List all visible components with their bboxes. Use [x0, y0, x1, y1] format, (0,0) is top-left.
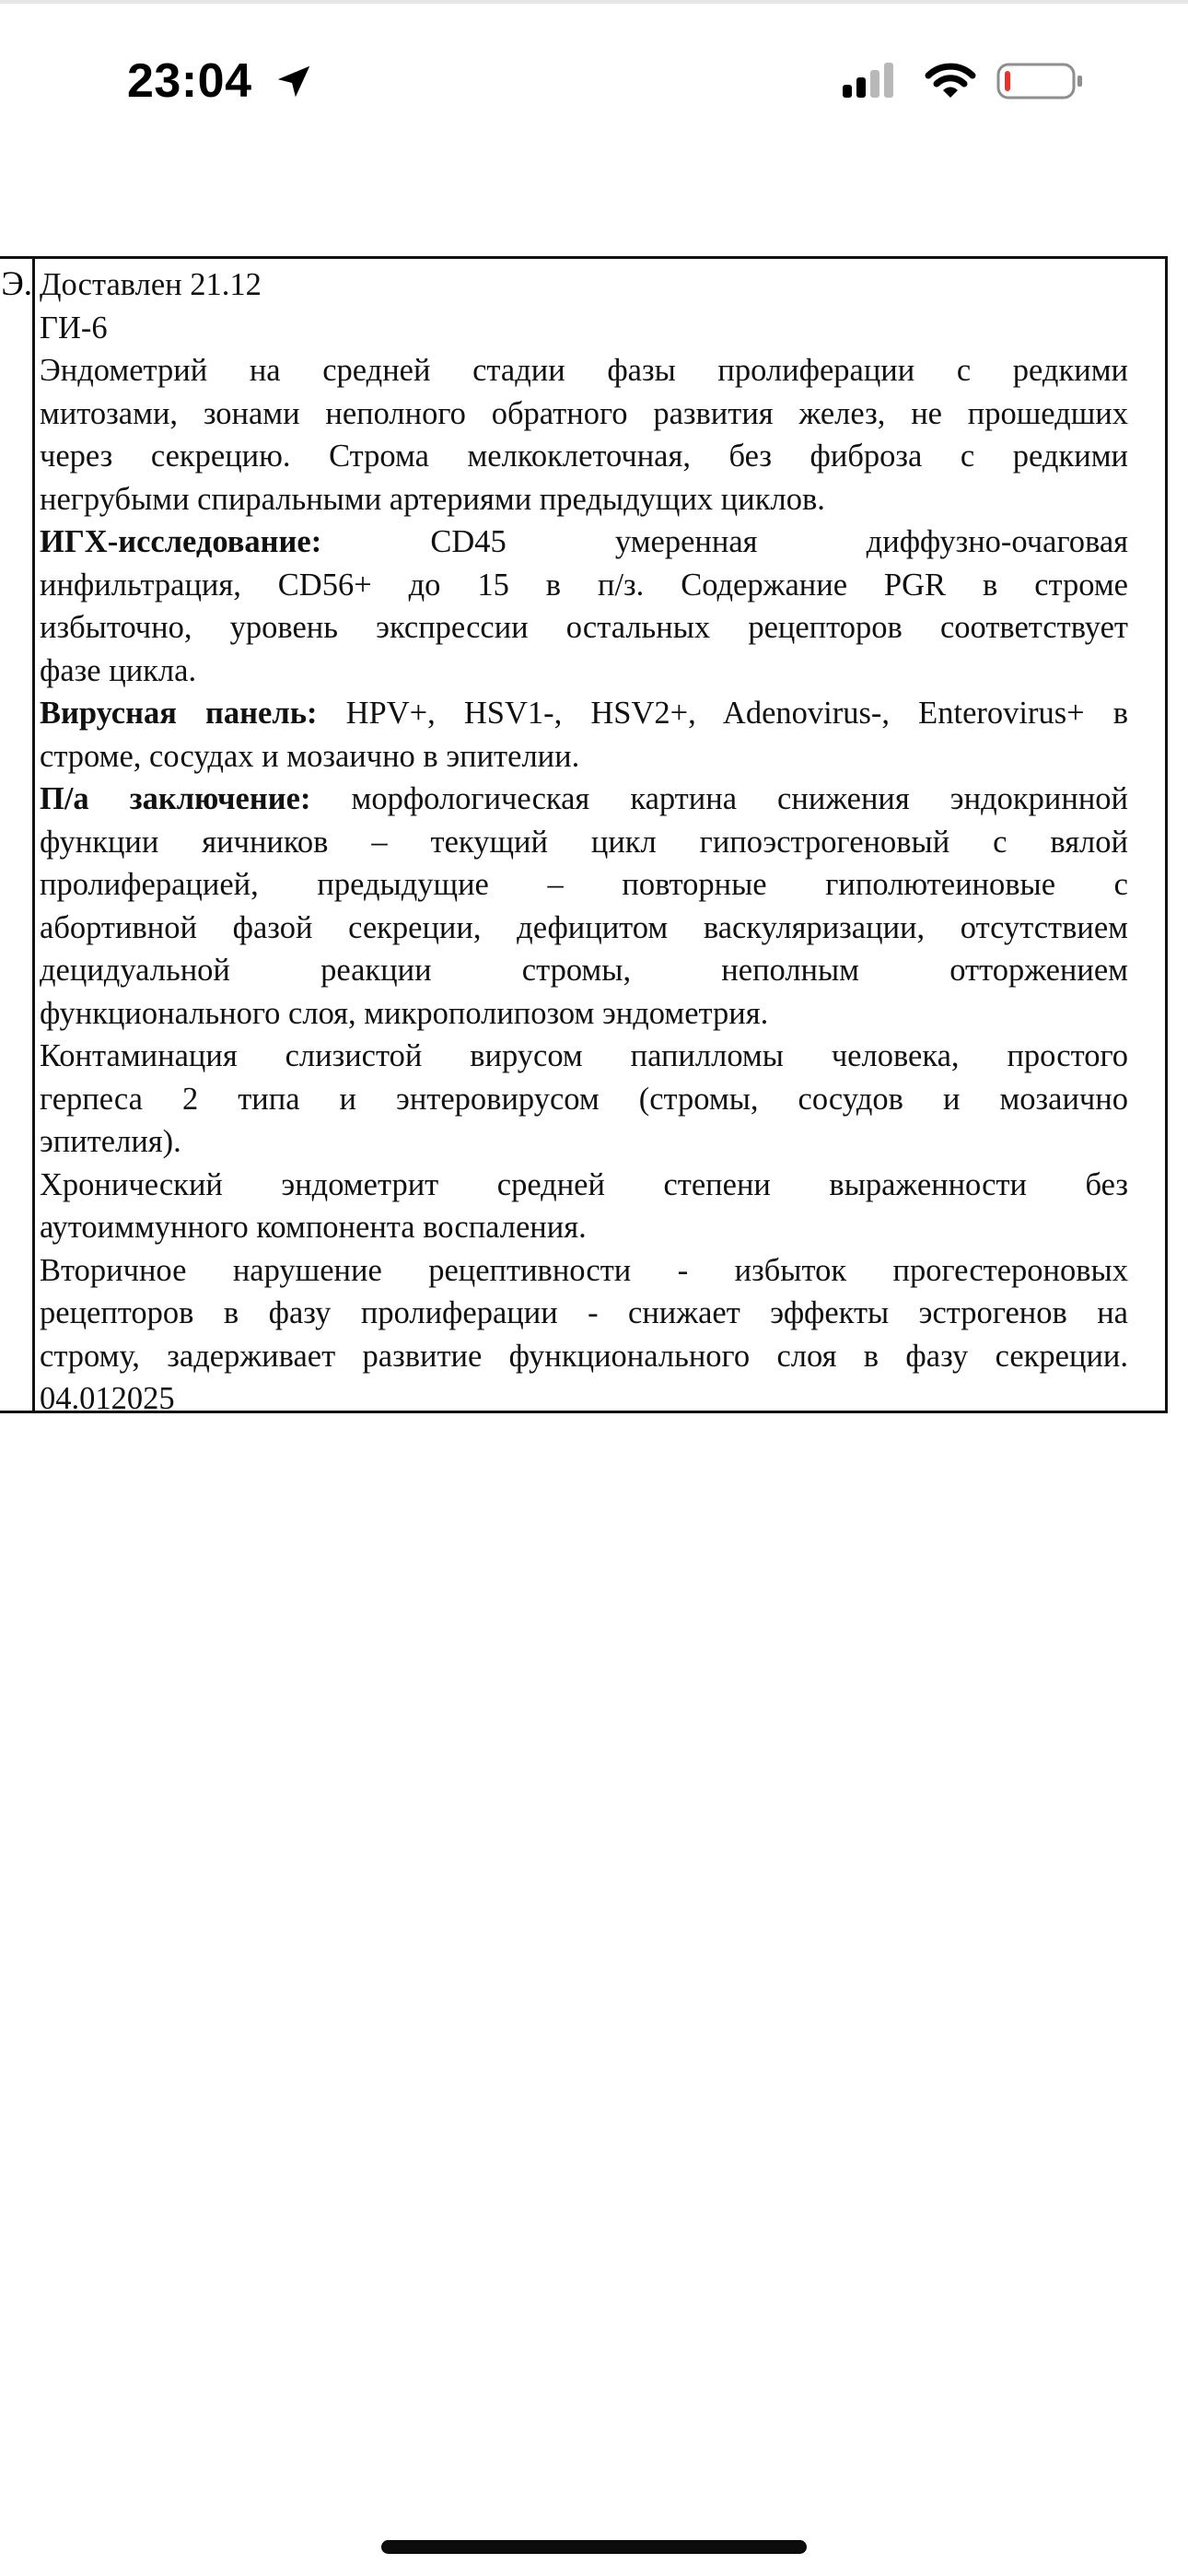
line-text: HPV+, HSV1-, HSV2+, Adenovirus-, Enterovirus+ в [345, 696, 1128, 731]
line-text: эпителия). [40, 1124, 181, 1159]
document-line [40, 1335, 1128, 1378]
document-line [40, 521, 1128, 564]
document-line [40, 735, 1128, 779]
document-line [40, 1035, 1128, 1078]
status-time: 23:04 [127, 54, 252, 108]
line-text: морфологическая картина снижения эндокринной [351, 781, 1128, 816]
document-text [40, 263, 1128, 1421]
document-line [40, 435, 1128, 478]
left-cell-text: Э. [1, 265, 32, 303]
line-text: через секрецию. Строма мелкоклеточная, без фиброза с редкими [40, 439, 1128, 474]
line-text: негрубыми спиральными артериями предыдущих циклов. [40, 481, 825, 517]
document-line [40, 1377, 1128, 1421]
line-text: абортивной фазой секреции, дефицитом васкуляризации, отсутствием [40, 909, 1128, 945]
line-text: Эндометрий на средней стадии фазы пролиферации с редкими [40, 353, 1128, 388]
document-line [40, 650, 1128, 693]
table-column-divider [32, 259, 35, 1411]
line-text: Контаминация слизистой вирусом папилломы человека, простого [40, 1038, 1128, 1073]
section-heading: ИГХ-исследование: [40, 524, 322, 559]
document-line [40, 478, 1128, 521]
line-text: Хронический эндометрит средней степени выраженности без [40, 1166, 1128, 1202]
cellular-signal-icon [841, 63, 898, 101]
line-text: фазе цикла. [40, 652, 197, 688]
document-line [40, 907, 1128, 950]
line-text: децидуальной реакции стромы, неполным отторжением [40, 953, 1128, 988]
location-arrow-icon [273, 61, 315, 103]
document-line [40, 606, 1128, 650]
line-text: строме, сосудах и мозаично в эпителии. [40, 738, 580, 774]
line-text: ГИ-6 [40, 310, 108, 345]
line-text: митозами, зонами неполного обратного развития желез, не прошедших [40, 395, 1128, 431]
battery-low-icon [996, 61, 1085, 101]
document-line [40, 778, 1128, 821]
line-text: инфильтрация, CD56+ до 15 в п/з. Содержание PGR в строме [40, 567, 1128, 603]
document-line [40, 1249, 1128, 1293]
document-line [40, 1078, 1128, 1121]
line-text: Доставлен 21.12 [40, 267, 262, 302]
document-line [40, 949, 1128, 992]
home-indicator[interactable] [381, 2540, 807, 2554]
document-line [40, 992, 1128, 1036]
document-line [40, 564, 1128, 607]
line-text: рецепторов в фазу пролиферации - снижает эффекты эстрогенов на [40, 1295, 1128, 1330]
line-text: герпеса 2 типа и энтеровирусом (стромы, сосудов и мозаично [40, 1081, 1128, 1117]
line-text: 04.012025 [40, 1381, 175, 1416]
document-line [40, 392, 1128, 436]
battery-level [1005, 71, 1010, 91]
document-line [40, 1120, 1128, 1164]
line-text: функции яичников – текущий цикл гипоэстрогеновый с вялой [40, 824, 1128, 860]
document-line [40, 1206, 1128, 1249]
document-line [40, 307, 1128, 350]
line-text: аутоиммунного компонента воспаления. [40, 1210, 587, 1245]
section-heading: П/а заключение: [40, 781, 311, 816]
document-line [40, 1292, 1128, 1335]
document-line [40, 349, 1128, 392]
line-text: функционального слоя, микрополипозом эндометрия. [40, 995, 769, 1031]
wifi-icon [925, 63, 976, 101]
document-line [40, 1164, 1128, 1207]
status-bar [0, 0, 1188, 157]
document-line [40, 821, 1128, 864]
line-text: избыточно, уровень экспрессии остальных рецепторов соответствует [40, 610, 1128, 645]
section-heading: Вирусная панель: [40, 696, 318, 731]
document-line [40, 263, 1128, 307]
document-table [0, 256, 1168, 1416]
line-text: строму, задерживает развитие функционального слоя в фазу секреции. [40, 1338, 1128, 1374]
line-text: Вторичное нарушение рецептивности - избыток прогестероновых [40, 1252, 1128, 1288]
line-text: пролиферацией, предыдущие – повторные гиполютеиновые с [40, 867, 1128, 902]
line-text: CD45 умеренная диффузно-очаговая [430, 524, 1128, 559]
document-line [40, 863, 1128, 907]
document-line [40, 692, 1128, 735]
